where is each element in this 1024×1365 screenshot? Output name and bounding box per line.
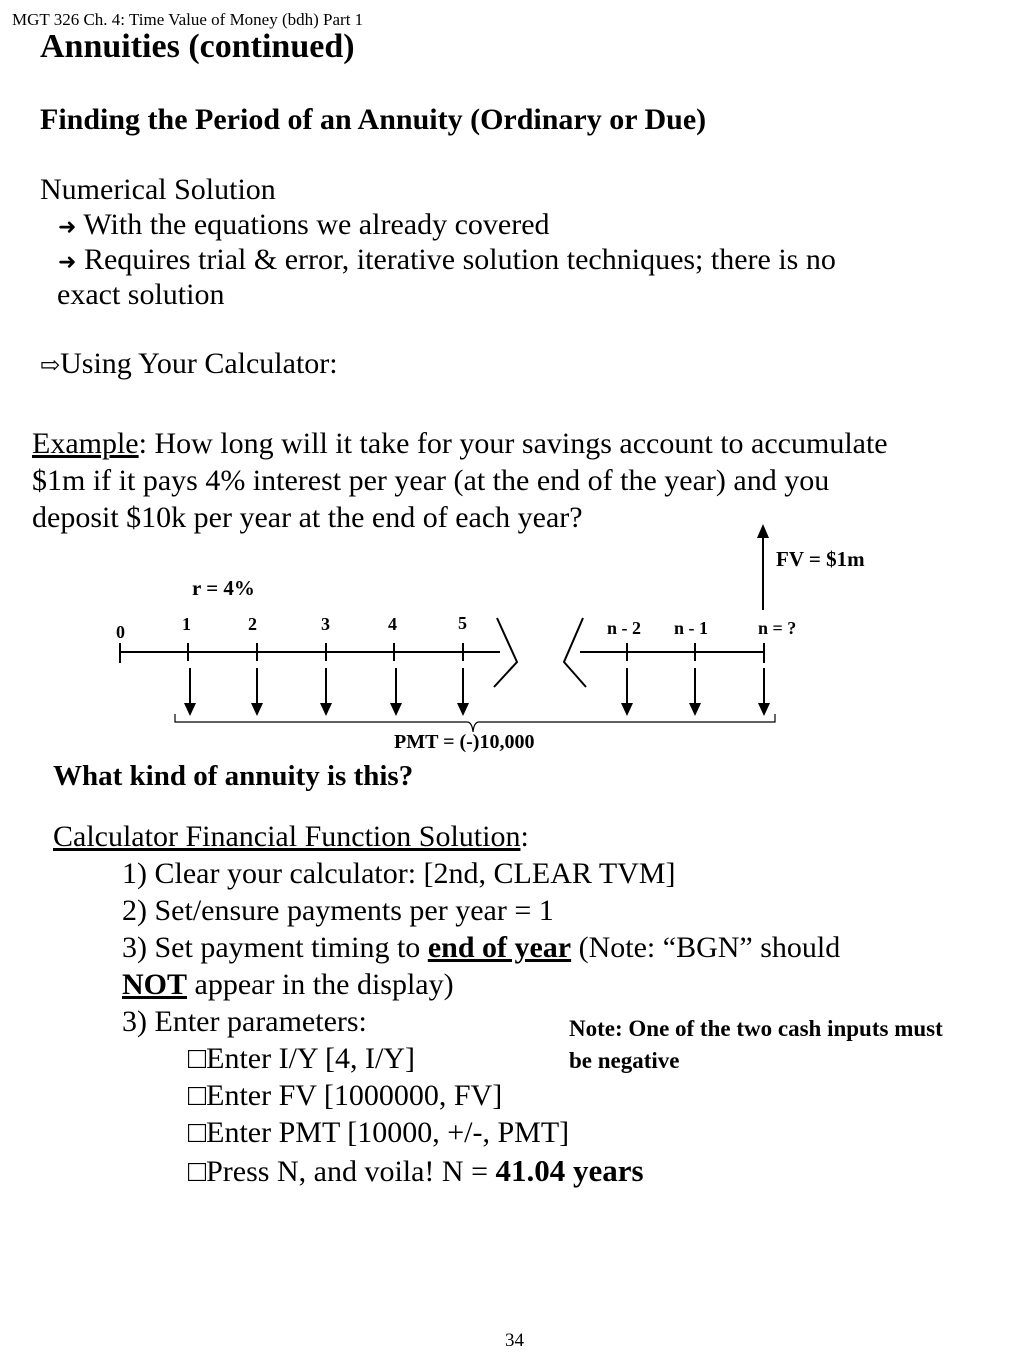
step-2: 2) Set/ensure payments per year = 1 — [122, 894, 554, 927]
pmt-arrowhead-n-2 — [621, 703, 633, 716]
result-value: 41.04 years — [495, 1153, 644, 1188]
arrow-right-icon: ➜ — [58, 214, 77, 239]
arrow-right-icon: ➜ — [58, 249, 77, 274]
page-number: 34 — [505, 1330, 524, 1351]
step-3-cont — [122, 968, 454, 1002]
step-3-cont-text: appear in the display) — [187, 968, 454, 1001]
numerical-heading: Numerical Solution — [40, 173, 276, 206]
step-3 — [122, 931, 840, 965]
sub-step-n-text: □Press N, and voila! N = — [188, 1155, 496, 1188]
bullet-trial-error-cont: exact solution — [57, 278, 225, 311]
fv-arrowhead — [757, 524, 769, 538]
period-label-n-1: n - 1 — [674, 618, 709, 638]
period-label-3: 3 — [321, 614, 330, 634]
example-line-2: $1m if it pays 4% interest per year (at the end of the year) and you — [32, 464, 830, 497]
pmt-arrowhead-2 — [251, 703, 263, 716]
period-label-2: 2 — [248, 614, 257, 634]
bullet-equations-text: With the equations we already covered — [83, 208, 550, 241]
period-label-1: 1 — [182, 614, 191, 634]
pmt-arrowhead-n-1 — [689, 703, 701, 716]
rate-label: r = 4% — [192, 576, 255, 600]
step-4: 3) Enter parameters: — [122, 1005, 367, 1038]
sub-step-pmt: □Enter PMT [10000, +/-, PMT] — [188, 1116, 570, 1149]
pmt-arrowhead-1 — [184, 703, 196, 716]
solution-heading-text: Calculator Financial Function Solution — [53, 820, 521, 853]
slide-subtitle: Finding the Period of an Annuity (Ordinary or Due) — [40, 103, 707, 136]
pmt-label: PMT = (-)10,000 — [394, 731, 535, 753]
step-3-post: (Note: “BGN” should — [571, 931, 841, 964]
fv-label: FV = $1m — [776, 547, 865, 571]
pmt-arrowhead-n — [758, 703, 770, 716]
slide-header: MGT 326 Ch. 4: Time Value of Money (bdh) Part 1 — [12, 10, 364, 29]
step-3-emphasis: end of year — [427, 931, 572, 964]
pmt-brace — [175, 714, 775, 732]
period-label-5: 5 — [458, 613, 467, 633]
step-3-not: NOT — [122, 968, 188, 1001]
sub-step-iy: □Enter I/Y [4, I/Y] — [188, 1042, 415, 1075]
negative-cash-note: Note: One of the two cash inputs must be negative — [569, 1016, 943, 1073]
solution-heading-colon: : — [520, 820, 529, 853]
calculator-heading-text: Using Your Calculator: — [60, 347, 338, 380]
bullet-trial-error-text: Requires trial & error, iterative solution techniques; there is no — [83, 243, 836, 276]
hollow-arrow-icon: ⇨ — [40, 353, 61, 379]
annuity-question: What kind of annuity is this? — [53, 760, 414, 792]
example-label: Example — [32, 427, 139, 460]
period-label-n: n = ? — [758, 618, 797, 638]
solution-heading — [53, 820, 529, 854]
example-line-3: deposit $10k per year at the end of each year? — [32, 501, 583, 534]
period-label-0: 0 — [116, 622, 125, 642]
example-text-1: : How long will it take for your savings account to accumulate — [138, 427, 888, 460]
sub-step-n — [188, 1153, 644, 1189]
slide-title: Annuities (continued) — [40, 28, 355, 65]
sub-step-fv: □Enter FV [1000000, FV] — [188, 1079, 503, 1112]
step-1: 1) Clear your calculator: [2nd, CLEAR TVM] — [122, 857, 676, 890]
pmt-arrowhead-5 — [457, 703, 469, 716]
period-label-n-2: n - 2 — [607, 618, 642, 638]
step-3-pre: 3) Set payment timing to — [122, 931, 428, 964]
pmt-arrowhead-4 — [390, 703, 402, 716]
period-label-4: 4 — [388, 614, 397, 634]
pmt-arrowhead-3 — [320, 703, 332, 716]
